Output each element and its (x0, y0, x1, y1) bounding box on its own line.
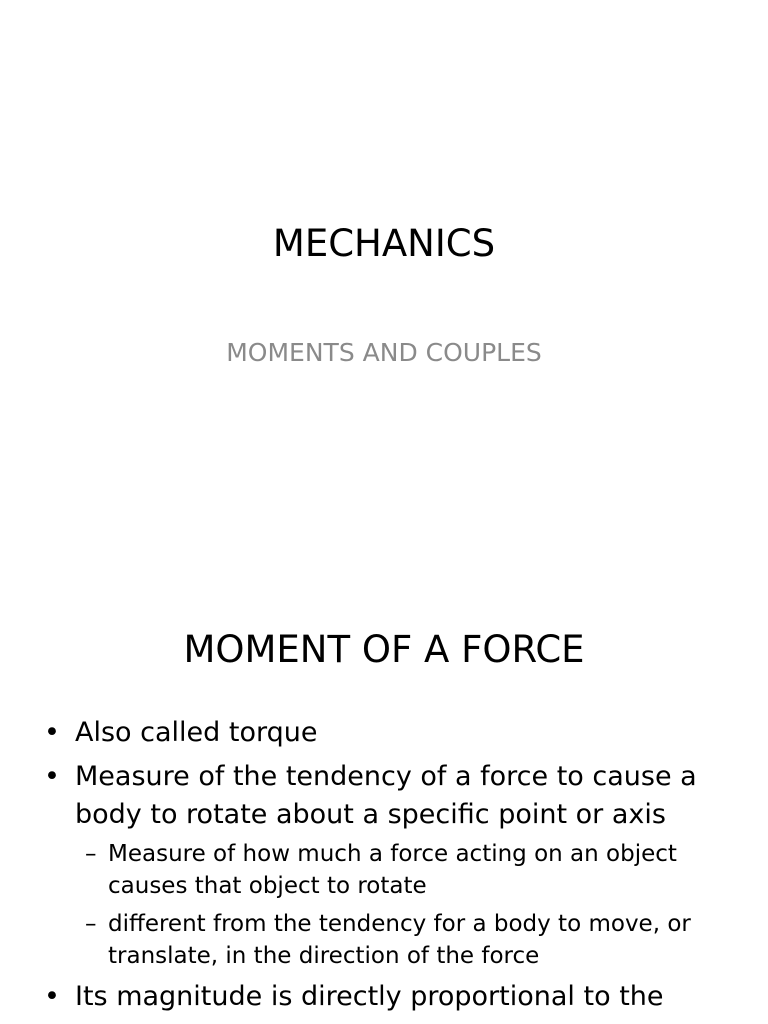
bullet-text: Its magnitude is directly proportional to the (75, 981, 664, 1012)
content-slide (0, 576, 768, 1024)
sub-bullet-text: different from the tendency for a body to move, or translate, in the direction of the force (108, 911, 691, 969)
bullet-icon: • (44, 761, 60, 792)
bullet-list (44, 714, 734, 1022)
slide-title: MOMENT OF A FORCE (183, 628, 585, 671)
bullet-item (44, 758, 734, 972)
dash-icon: – (85, 841, 97, 867)
dash-icon: – (85, 911, 97, 937)
slide-subtitle: MOMENTS AND COUPLES (226, 338, 542, 367)
slide-title: MECHANICS (272, 222, 496, 265)
sub-bullet-item (85, 908, 734, 972)
bullet-icon: • (44, 981, 60, 1012)
sub-bullet-list (85, 838, 734, 972)
bullet-item (44, 978, 734, 1016)
bullet-icon: • (44, 717, 60, 748)
sub-bullet-item (85, 838, 734, 902)
bullet-text: Measure of the tendency of a force to cause a body to rotate about a specific point or axis (75, 761, 697, 830)
sub-bullet-text: Measure of how much a force acting on an object causes that object to rotate (108, 841, 677, 899)
bullet-text: Also called torque (75, 717, 318, 748)
bullet-item (44, 714, 734, 752)
